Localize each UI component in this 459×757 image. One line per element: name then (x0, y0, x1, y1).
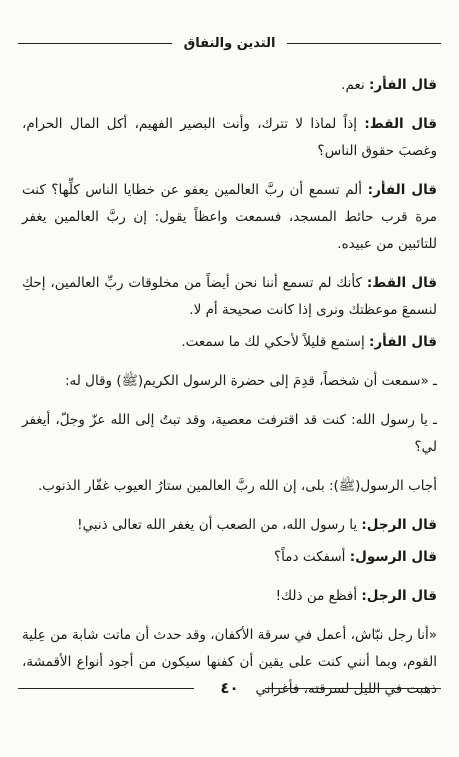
speaker-label: قال الفأر: (367, 182, 437, 198)
header-rule-left (18, 43, 172, 44)
speaker-label: قال الرجل: (361, 517, 437, 533)
speaker-label: قال الفأر: (369, 77, 437, 93)
paragraph-text: أسفكت دماً؟ (274, 549, 350, 565)
paragraph-text: يا رسول الله، من الصعب أن يغفر الله تعالى ذنبي! (77, 517, 362, 533)
page-footer (18, 678, 441, 698)
footer-rule-right (265, 688, 441, 689)
paragraph (22, 407, 437, 461)
paragraph-text: أجاب الرسول(ﷺ): بلى، إن الله ربَّ العالمين ستارُ العيوب غفّار الذنوب. (37, 478, 437, 494)
paragraph-text: «أنا رجل نبّاش، أعمل في سرقة الأكفان، وقد حدث أن ماتت شابة من عِلية القوم، وبما أنني كنت على يقين أن كفنها سيكون من أجود أنواع الأقمشة، ذهبت في الليل لسرقته، فأغراني (22, 627, 437, 697)
paragraph-text: كأنك لم تسمع أننا نحن أيضاً من مخلوقات ربِّ العالمين، إحكِ لنسمعَ موعظتك ونرى إذا كانت صحيحة أم لا. (22, 275, 437, 318)
paragraph (22, 270, 437, 324)
paragraph (22, 583, 437, 610)
header-rule-right (287, 43, 441, 44)
paragraph-text: ـ «سمعت أن شخصاً، قدِمَ إلى حضرة الرسول الكريم(ﷺ) وقال له: (64, 373, 437, 389)
paragraph-text: إذاً لماذا لا تترك، وأنت البصير الفهيم، أكل المال الحرام، وغصبَ حقوق الناس؟ (22, 116, 437, 159)
paragraph (22, 177, 437, 258)
speaker-label: قال الرسول: (349, 549, 437, 565)
header-title: التدين والنفاق (183, 35, 276, 51)
page-number: ٤٠ (220, 679, 239, 697)
footer-rule-left (18, 688, 194, 689)
speaker-label: قال الرجل: (361, 588, 437, 604)
paragraph-text: نعم. (341, 77, 370, 93)
running-header (18, 30, 441, 56)
paragraph (22, 512, 437, 539)
speaker-label: قال القط: (364, 116, 438, 132)
page-body (22, 72, 437, 715)
paragraph (22, 111, 437, 165)
paragraph-text: ألم تسمع أن ربَّ العالمين يعفو عن خطايا الناس كلِّها؟ كنت مرة قرب حائط المسجد، فسمعت واعظاً يقول: إن ربَّ العالمين يغفر للتائبين من عبيده. (22, 182, 437, 252)
paragraph (22, 368, 437, 395)
paragraph-text: ـ يا رسول الله: كنت قد اقترفت معصية، وقد تبتُ إلى الله عزّ وجلّ، أيغفر لي؟ (22, 412, 437, 455)
paragraph-text: أفظع من ذلك! (275, 588, 362, 604)
paragraph-text: إستمع قليلاً لأحكي لك ما سمعت. (181, 334, 370, 350)
speaker-label: قال القط: (366, 275, 438, 291)
paragraph (22, 473, 437, 500)
paragraph (22, 329, 437, 356)
speaker-label: قال الفأر: (369, 334, 437, 350)
paragraph (22, 544, 437, 571)
paragraph (22, 72, 437, 99)
